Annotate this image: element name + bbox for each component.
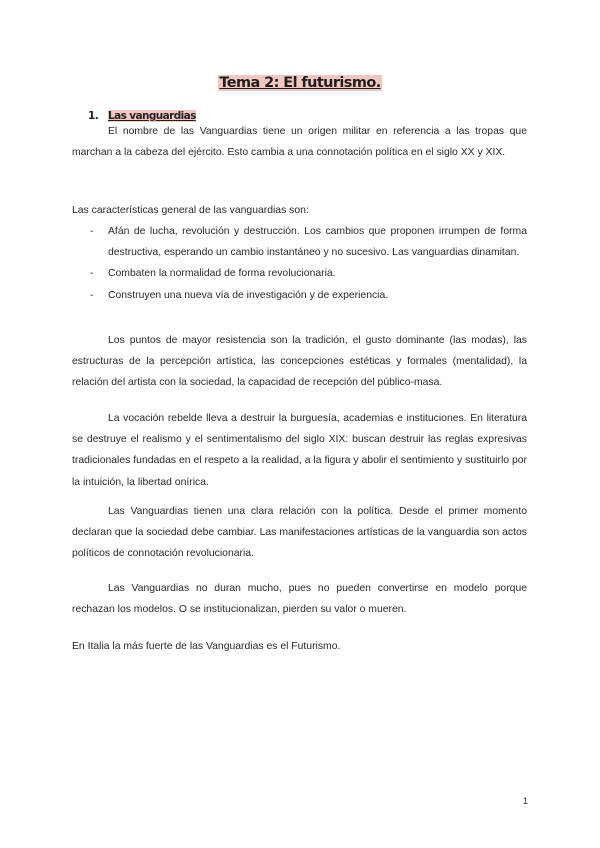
page-title-text: Tema 2: El futurismo. bbox=[219, 75, 381, 91]
closing-paragraph-text: En Italia la más fuerte de las Vanguardias es el Futurismo. bbox=[72, 641, 341, 652]
intro-paragraph-text: El nombre de las Vanguardias tiene un origen militar en referencia a las tropas que marchan a la cabeza del ejército. Esto cambia a una connotación política en el siglo XX y XIX. bbox=[72, 126, 527, 159]
list-item-text: Afán de lucha, revolución y destrucción. Los cambios que proponen irrumpen de forma destructiva, esperando un cambio instantáneo y no sucesivo. Las vanguardias dinamitan. bbox=[108, 226, 527, 259]
list-bullet: - bbox=[90, 268, 94, 280]
list-intro bbox=[72, 200, 527, 221]
paragraph-text: Las Vanguardias no duran mucho, pues no pueden convertirse en modelo porque rechazan los modelos. O se institucionalizan, pierden su valor o mueren. bbox=[72, 583, 527, 616]
paragraph-text: Las Vanguardias tienen una clara relación con la política. Desde el primer momento declaran que la sociedad debe cambiar. Las manifestaciones artísticas de la vanguardia son actos políticos de connotación revolucionaria. bbox=[72, 506, 527, 560]
list-item bbox=[72, 285, 527, 306]
paragraph-text: Los puntos de mayor resistencia son la tradición, el gusto dominante (las modas), las estructuras de la percepción artística, las concepciones estéticas y formales (mentalidad), la relación del artista con la sociedad, la capacidad de recepción del público-masa. bbox=[72, 335, 527, 389]
paragraph-text: La vocación rebelde lleva a destruir la burguesía, academias e instituciones. En literatura se destruye el realismo y el sentimentalismo del siglo XIX: buscan destruir las reglas expresivas tradicionales fundadas en el respeto a la realidad, a la figura y abolir el sentimiento y sustituirlo por la intuición, la libertad onírica. bbox=[72, 413, 527, 488]
list-item-text: Construyen una nueva vía de investigación y de experiencia. bbox=[108, 289, 389, 301]
paragraph-duration bbox=[72, 578, 527, 620]
page-title bbox=[0, 74, 600, 92]
list-intro-text: Las características general de las vanguardias son: bbox=[72, 205, 309, 216]
list-item bbox=[72, 263, 527, 284]
section-number: 1. bbox=[88, 110, 99, 122]
characteristics-list bbox=[72, 221, 527, 306]
page-number: 1 bbox=[522, 796, 528, 807]
intro-paragraph bbox=[72, 121, 527, 163]
paragraph-rebel-vocation bbox=[72, 408, 527, 493]
list-item bbox=[72, 221, 527, 263]
list-bullet: - bbox=[90, 289, 94, 301]
paragraph-resistance bbox=[72, 330, 527, 394]
section-heading-text: Las vanguardias bbox=[108, 110, 196, 122]
list-bullet: - bbox=[90, 226, 94, 237]
paragraph-politics bbox=[72, 501, 527, 565]
list-item-text: Combaten la normalidad de forma revolucionaria. bbox=[108, 268, 336, 280]
closing-paragraph bbox=[72, 636, 527, 657]
